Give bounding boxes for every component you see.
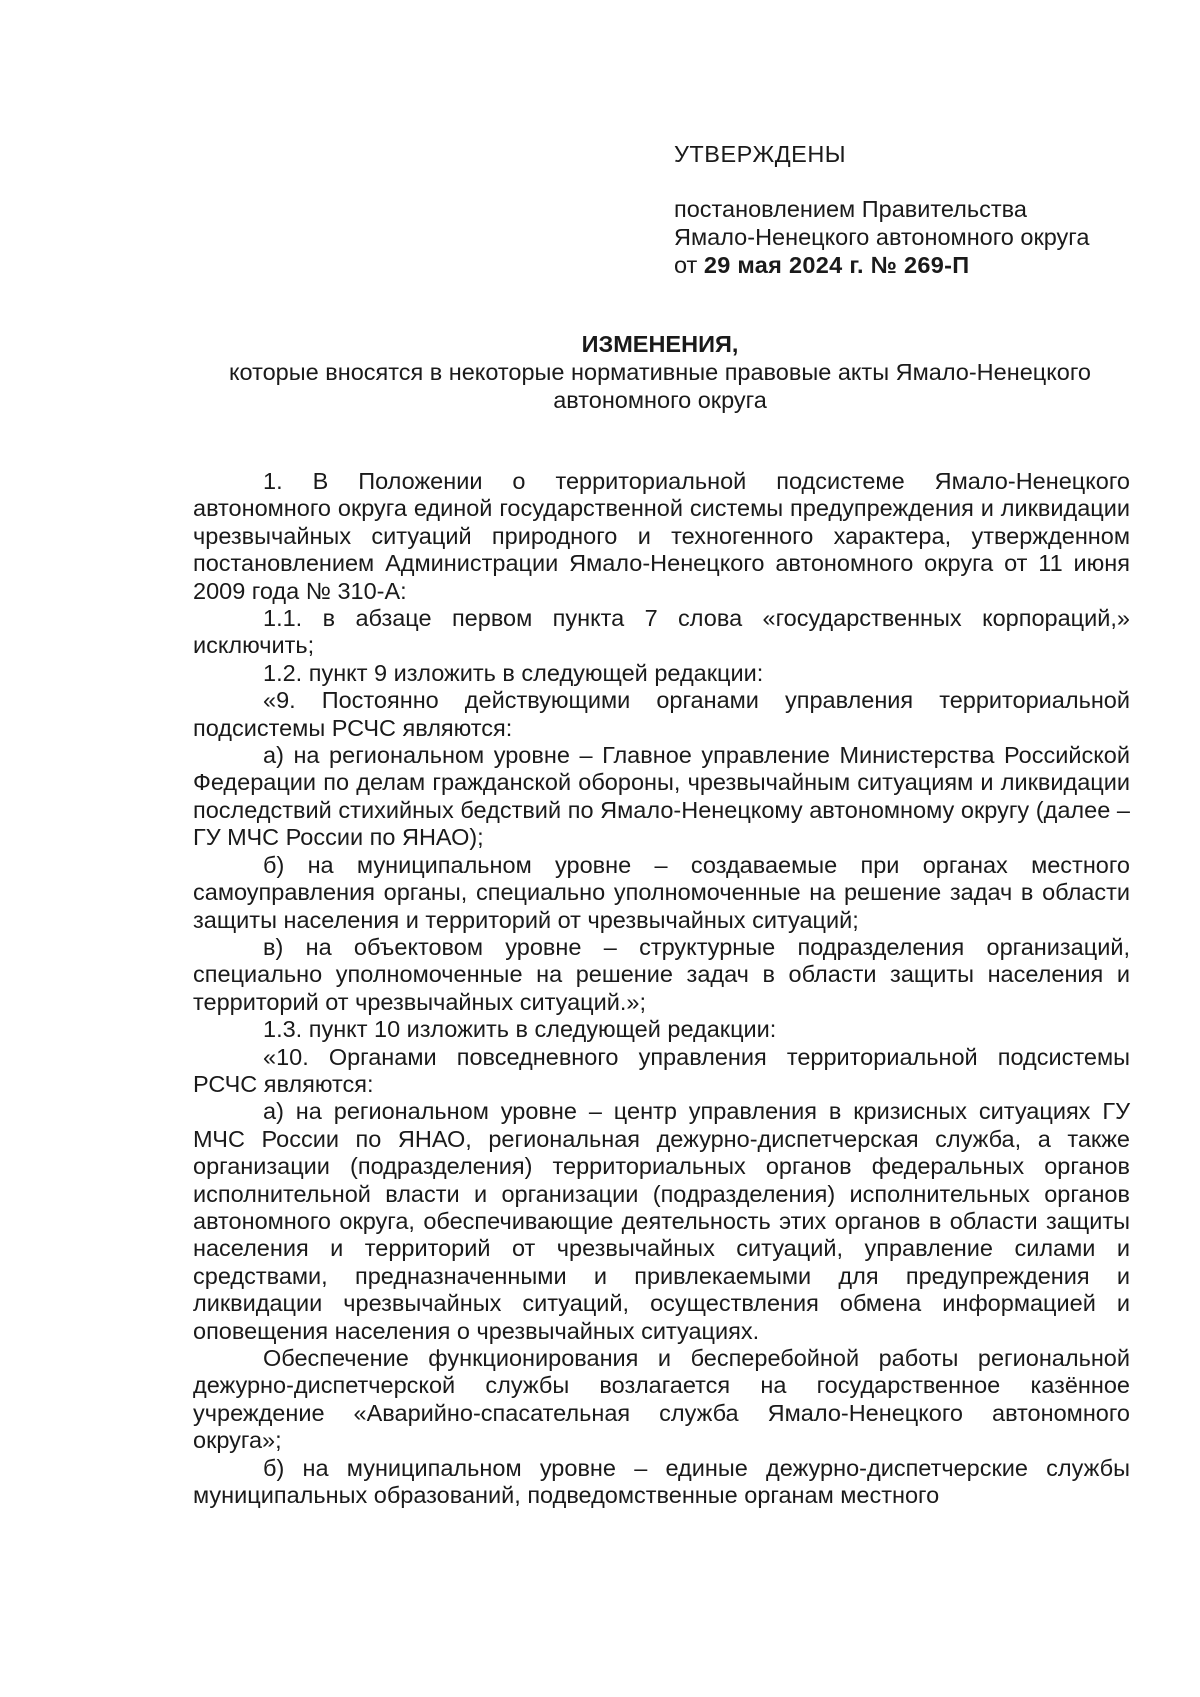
approval-date-number: 29 мая 2024 г. № 269-П — [703, 252, 970, 278]
document-body — [193, 468, 1130, 1509]
document-heading — [190, 330, 1130, 414]
paragraph-item-10: «10. Органами повседневного управления территориальной подсистемы РСЧС являются: — [193, 1043, 1130, 1097]
approval-block — [674, 140, 1154, 279]
paragraph-10-b: б) на муниципальном уровне – единые дежурно-диспетчерские службы муниципальных образований, подведомственные органам местного — [193, 1454, 1130, 1509]
paragraph-1-2: 1.2. пункт 9 изложить в следующей редакции: — [263, 659, 764, 686]
approval-stamp-title: УТВЕРЖДЕНЫ — [674, 141, 847, 167]
document-title: ИЗМЕНЕНИЯ, — [581, 331, 739, 357]
approval-date-prefix: от — [674, 252, 698, 278]
paragraph-9-b: б) на муниципальном уровне – создаваемые при органах местного самоуправления органы, специально уполномоченные на решение задач в области защиты населения и территорий от чрезвычайных ситуаций; — [193, 851, 1130, 933]
paragraph-9-a: а) на региональном уровне – Главное управление Министерства Российской Федерации по делам гражданской обороны, чрезвычайным ситуациям и ликвидации последствий стихийных бедствий по Ямало-Ненецкому автономному округу (далее – ГУ МЧС России по ЯНАО); — [193, 742, 1130, 851]
approval-line-1: постановлением Правительства — [674, 196, 1027, 222]
paragraph-10-support: Обеспечение функционирования и бесперебойной работы региональной дежурно-диспетчерской службы возлагается на государственное казённое учреждение «Аварийно-спасательная служба Ямало-Ненецкого автономного округа»; — [193, 1345, 1130, 1454]
approval-line-2: Ямало-Ненецкого автономного округа — [674, 224, 1090, 250]
paragraph-10-a: а) на региональном уровне – центр управления в кризисных ситуациях ГУ МЧС России по ЯНАО, региональная дежурно-диспетчерская служба, а также организации (подразделения) территориальных органов федеральных органов исполнительной власти и организации (подразделения) исполнительных органов автономного округа, обеспечивающие деятельность этих органов в области защиты населения и территорий от чрезвычайных ситуаций, управление силами и средствами, предназначенными и привлекаемыми для предупреждения и ликвидации чрезвычайных ситуаций, осуществления обмена информацией и оповещения населения о чрезвычайных ситуациях. — [193, 1098, 1130, 1344]
paragraph-item-9: «9. Постоянно действующими органами управления территориальной подсистемы РСЧС являются: — [193, 687, 1130, 741]
paragraph-1-1: 1.1. в абзаце первом пункта 7 слова «государственных корпораций,» исключить; — [193, 605, 1130, 659]
paragraph-9-c: в) на объектовом уровне – структурные подразделения организаций, специально уполномоченные на решение задач в области защиты населения и территорий от чрезвычайных ситуаций.»; — [193, 933, 1130, 1015]
approval-date-line — [674, 251, 1154, 279]
paragraph-1-3: 1.3. пункт 10 изложить в следующей редакции: — [263, 1016, 777, 1043]
paragraph-1: 1. В Положении о территориальной подсистеме Ямало-Ненецкого автономного округа единой государственной системы предупреждения и ликвидации чрезвычайных ситуаций природного и техногенного характера, утвержденном постановлением Администрации Ямало-Ненецкого автономного округа от 11 июня 2009 года № 310-А: — [193, 468, 1130, 604]
document-subtitle: которые вносятся в некоторые нормативные правовые акты Ямало-Ненецкого автономного округа — [229, 359, 1091, 413]
